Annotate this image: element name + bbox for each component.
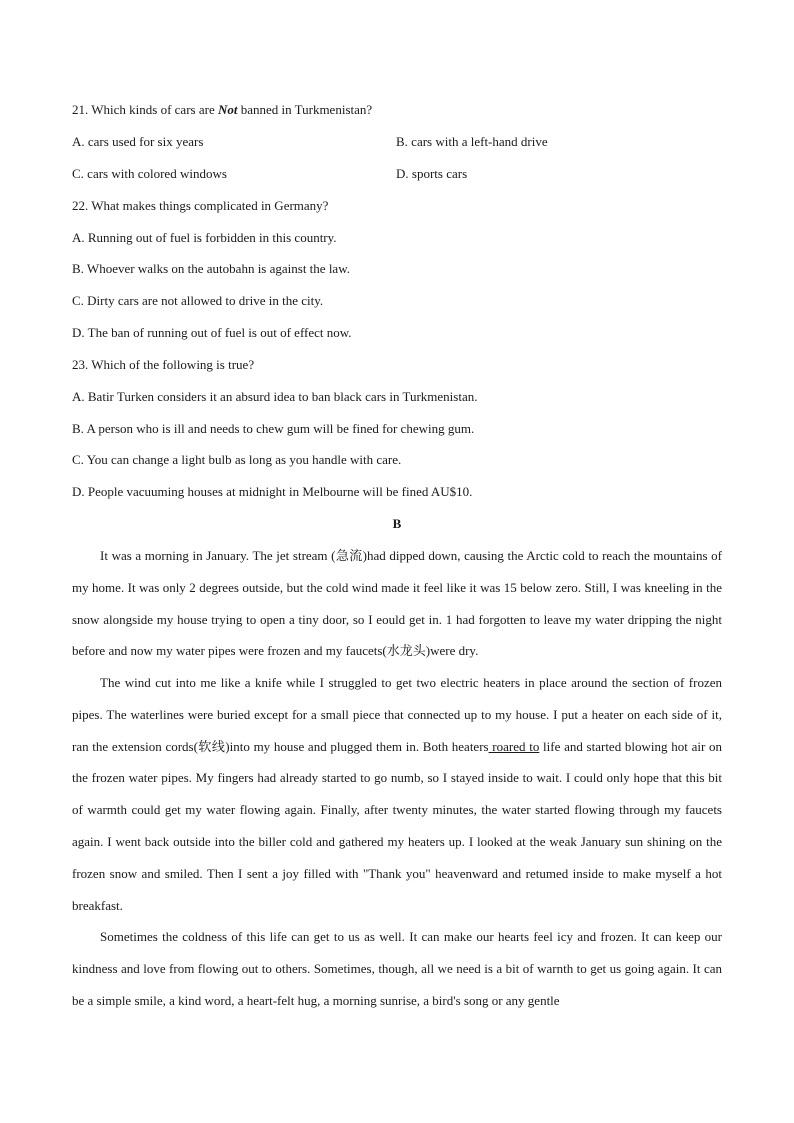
passage-paragraph-2 <box>72 667 722 921</box>
question-22-option-d: D. The ban of running out of fuel is out of effect now. <box>72 325 352 340</box>
question-23-option-b: B. A person who is ill and needs to chew gum will be fined for chewing gum. <box>72 421 475 436</box>
question-21-stem-start: 21. Which kinds of cars are <box>72 102 218 117</box>
passage-paragraph-3: Sometimes the coldness of this life can get to us as well. It can make our hearts feel icy and frozen. It can keep our kindness and love from flowing out to others. Sometimes, though, all we need is a bit of warnth to get us going again. It can be a simple smile, a kind word, a heart-felt hug, a morning sunrise, a bird's song or any gentle <box>72 929 722 1008</box>
question-21-stem <box>72 102 372 118</box>
question-21-option-c: C. cars with colored windows <box>72 166 227 181</box>
question-21-stem-end: banned in Turkmenistan? <box>237 102 373 117</box>
question-23-option-a: A. Batir Turken considers it an absurd idea to ban black cars in Turkmenistan. <box>72 389 478 404</box>
question-21-option-b: B. cars with a left-hand drive <box>396 134 548 149</box>
question-23-option-d: D. People vacuuming houses at midnight in Melbourne will be fined AU$10. <box>72 484 473 499</box>
question-22-option-c: C. Dirty cars are not allowed to drive in the city. <box>72 293 324 308</box>
question-22-stem: 22. What makes things complicated in Germany? <box>72 198 329 213</box>
underlined-phrase: roared to <box>488 738 540 754</box>
question-21-option-a: A. cars used for six years <box>72 134 204 149</box>
paragraph-2-text-end: life and started blowing hot air on the frozen water pipes. My fingers had already started to go numb, so I stayed inside to wait. I could only hope that this bit of warmth could get my water flowing again. Finally, after twenty minutes, the water started flowing through my faucets again. I went back outside into the biller cold and gathered my heaters up. I looked at the weak January sun shining on the frozen snow and smiled. Then I sent a joy filled with "Thank you" heavenward and retumed inside to make myself a hot breakfast. <box>72 738 722 913</box>
question-22-option-b: B. Whoever walks on the autobahn is against the law. <box>72 261 350 276</box>
question-23-stem: 23. Which of the following is true? <box>72 357 255 372</box>
question-22-option-a: A. Running out of fuel is forbidden in this country. <box>72 230 337 245</box>
paragraph-2-text-start: The wind cut into me like a knife while I struggled to get two electric heaters in place around the section of frozen pipes. The waterlines were buried except for a small piece that connected up to my house. I put a heater on each side of it, ran the extension cords(软线)into my house and plugged them in. Both heaters <box>72 675 722 754</box>
question-21-emphasis: Not <box>217 102 238 117</box>
question-21-option-d: D. sports cars <box>396 166 468 181</box>
section-heading: B <box>392 516 402 531</box>
passage-paragraph-1: It was a morning in January. The jet stream (急流)had dipped down, causing the Arctic cold to reach the mountains of my home. It was only 2 degrees outside, but the cold wind made it feel like it was 15 below zero. Still, I was kneeling in the snow alongside my house trying to open a tiny door, so I eould get in. 1 had forgotten to leave my water dripping the night before and now my water pipes were frozen and my faucets(水龙头)were dry. <box>72 548 722 659</box>
question-23-option-c: C. You can change a light bulb as long as you handle with care. <box>72 452 402 467</box>
